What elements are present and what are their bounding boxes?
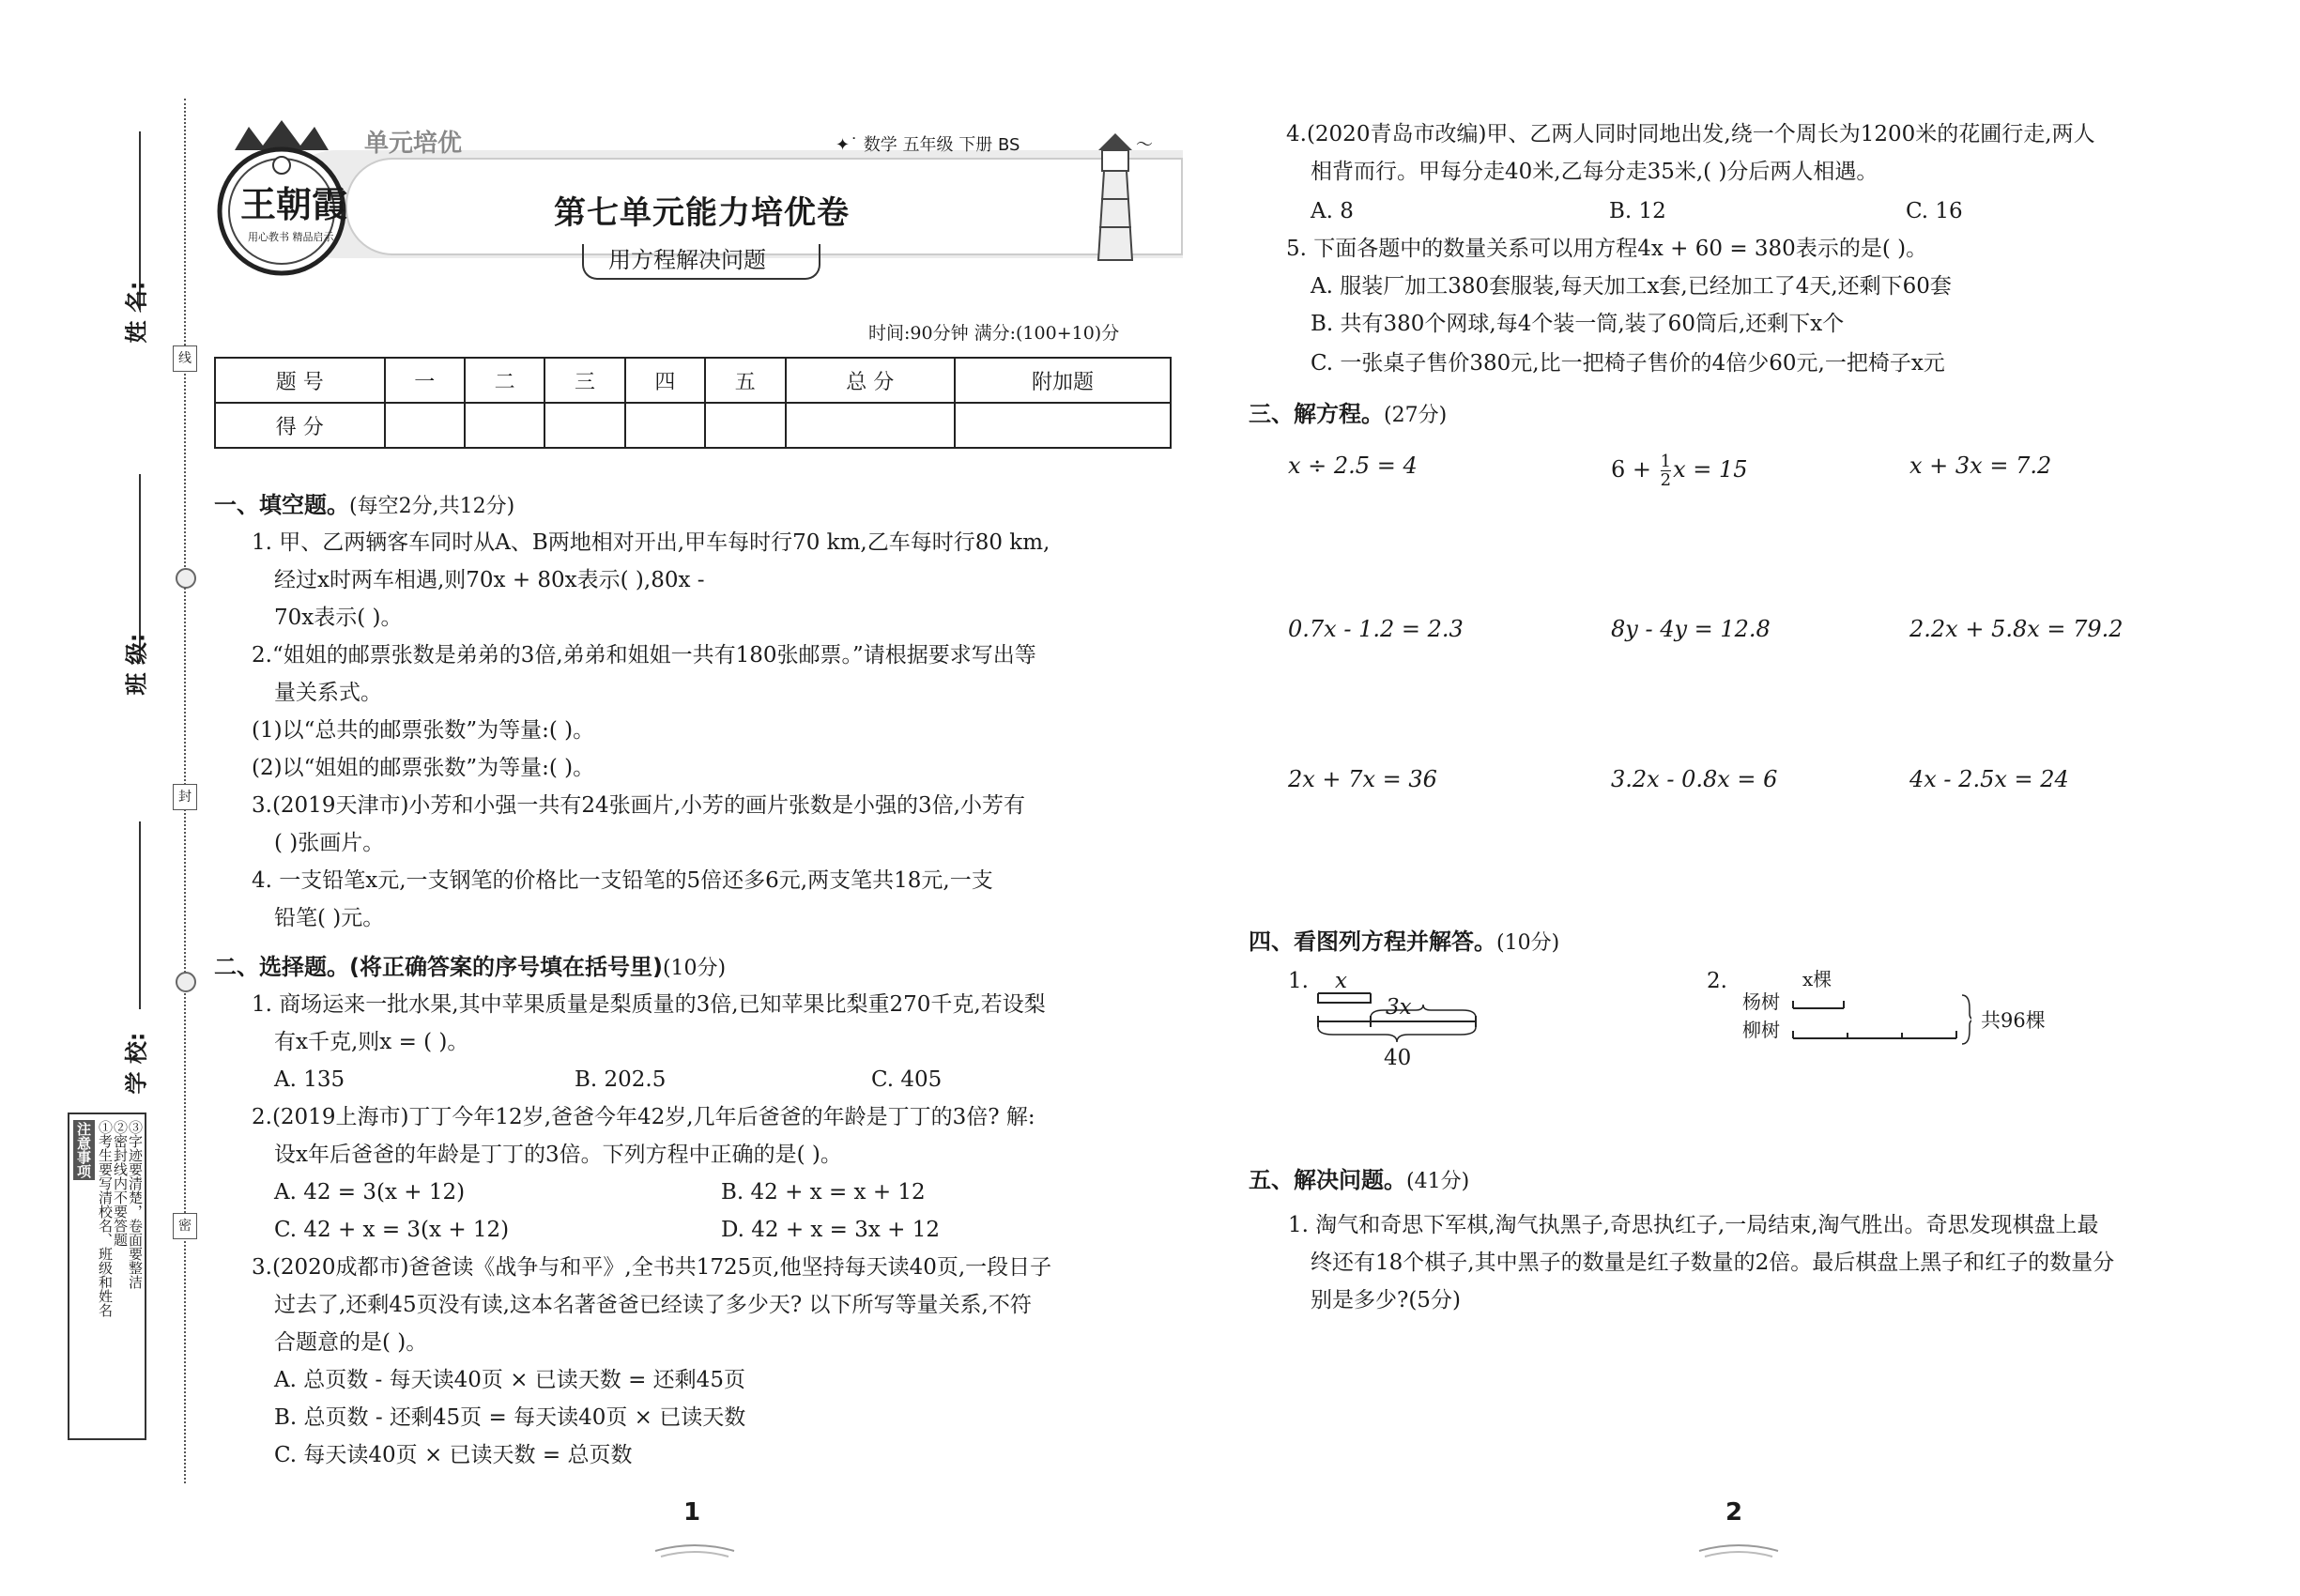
- q1-1-line2: 经过x时两车相遇,则70x + 80x表示( ),80x -: [274, 568, 705, 592]
- q2-4-option-b: B. 12: [1609, 199, 1666, 223]
- score-header-cell: 三: [544, 358, 624, 403]
- q5-1-line2: 终还有18个棋子,其中黑子的数量是红子数量的2倍。最后棋盘上黑子和红子的数量分: [1311, 1251, 2115, 1275]
- q1-2-line2: 量关系式。: [274, 681, 382, 705]
- notice-box: [68, 1113, 146, 1440]
- section1-heading: [214, 491, 514, 521]
- section5-title: 五、解决问题。: [1249, 1167, 1406, 1193]
- q2-4-line2: 相背而行。甲每分走40米,乙每分走35米,( )分后两人相遇。: [1311, 160, 1878, 184]
- score-cell[interactable]: [705, 403, 785, 448]
- section3-heading: [1249, 400, 1447, 430]
- grade-meta: [836, 131, 1020, 160]
- score-header-cell: 二: [465, 358, 544, 403]
- time-info: 时间:90分钟 满分:(100+10)分: [868, 323, 1120, 344]
- q1-3-line1: 3.(2019天津市)小芳和小强一共有24张画片,小芳的画片张数是小强的3倍,小芳有: [252, 793, 1025, 818]
- q2-3-line1: 3.(2020成都市)爸爸读《战争与和平》,全书共1725页,他坚持每天读40页,一段日子: [252, 1255, 1052, 1280]
- page-number-2: 2: [1725, 1498, 1743, 1527]
- equation-2-prefix: 6 +: [1611, 456, 1652, 483]
- q2-5-option-a: A. 服装厂加工380套服装,每天加工x套,已经加工了4天,还剩下60套: [1311, 274, 1952, 299]
- q1-2-sub2: (2)以“姐姐的邮票张数”为等量:( )。: [252, 756, 595, 780]
- q2-2-option-c: C. 42 + x = 3(x + 12): [274, 1218, 510, 1242]
- notice-title: 注意事项: [73, 1120, 95, 1180]
- score-cell[interactable]: [385, 403, 465, 448]
- score-header-cell: 五: [705, 358, 785, 403]
- section5-heading: [1249, 1166, 1469, 1196]
- q1-4-line2: 铅笔( )元。: [274, 906, 385, 930]
- score-header-cell: 一: [385, 358, 465, 403]
- page-number-1: 1: [683, 1498, 701, 1527]
- score-cell[interactable]: [544, 403, 624, 448]
- name-label: 姓 名:: [123, 281, 150, 344]
- section2-heading: [214, 953, 726, 983]
- section4-note: (10分): [1496, 931, 1560, 955]
- q2-3-line3: 合题意的是( )。: [274, 1330, 428, 1355]
- q2-2-option-a: A. 42 = 3(x + 12): [274, 1180, 466, 1205]
- section2-note: (10分): [662, 957, 727, 980]
- equation-6: 2.2x + 5.8x = 79.2: [1909, 616, 2124, 642]
- brand-name: 王朝霞: [240, 184, 348, 225]
- section1-title: 一、填空题。: [214, 492, 349, 518]
- page-title: 第七单元能力培优卷: [554, 194, 850, 232]
- equation-9: 4x - 2.5x = 24: [1909, 766, 2069, 792]
- q1-2-sub1: (1)以“总共的邮票张数”为等量:( )。: [252, 718, 595, 743]
- fraction-one-half: [1661, 453, 1671, 489]
- page-subtitle: 用方程解决问题: [608, 247, 766, 273]
- q2-2-line2: 设x年后爸爸的年龄是丁丁的3倍。下列方程中正确的是( )。: [274, 1143, 842, 1167]
- q5-1-line1: 1. 淘气和奇思下军棋,淘气执黑子,奇思执红子,一局结束,淘气胜出。奇思发现棋盘上最: [1288, 1213, 2099, 1237]
- q2-1-option-c: C. 405: [871, 1067, 943, 1092]
- score-header-cell: 附加题: [955, 358, 1171, 403]
- score-table-header-row: [215, 358, 1171, 403]
- score-cell[interactable]: [786, 403, 956, 448]
- score-cell[interactable]: [955, 403, 1171, 448]
- score-header-cell: 总 分: [786, 358, 956, 403]
- q2-1-line2: 有x千克,则x = ( )。: [274, 1030, 469, 1054]
- q2-2-option-b: B. 42 + x = x + 12: [721, 1180, 926, 1205]
- fig2-total-label: 共96棵: [1981, 1009, 2046, 1032]
- q2-2-option-d: D. 42 + x = 3x + 12: [721, 1218, 941, 1242]
- section4-title: 四、看图列方程并解答。: [1249, 928, 1496, 955]
- section-tag: 单元培优: [364, 130, 463, 158]
- q2-1-option-a: A. 135: [274, 1067, 345, 1092]
- equation-3: x + 3x = 7.2: [1909, 453, 2052, 479]
- seal-feng: 封: [173, 784, 197, 810]
- grade-meta-text: 数学 五年级 下册 BS: [863, 135, 1020, 155]
- fig2-x-label: x棵: [1802, 968, 1832, 990]
- q1-1-line1: 1. 甲、乙两辆客车同时从A、B两地相对开出,甲车每时行70 km,乙车每时行80 km,: [252, 530, 1050, 555]
- equation-2-rest: x = 15: [1673, 456, 1748, 483]
- fig1-3x-label: 3x: [1386, 995, 1412, 1020]
- q2-5-option-b: B. 共有380个网球,每4个装一筒,装了60筒后,还剩下x个: [1311, 312, 1845, 336]
- q2-5-line1: 5. 下面各题中的数量关系可以用方程4x + 60 = 380表示的是( )。: [1286, 237, 1928, 261]
- q2-3-option-c: C. 每天读40页 × 已读天数 = 总页数: [274, 1443, 633, 1467]
- fig2-row1-label: 杨树: [1742, 990, 1780, 1013]
- binding-hole-2: [176, 972, 196, 992]
- q2-2-line1: 2.(2019上海市)丁丁今年12岁,爸爸今年42岁,几年后爸爸的年龄是丁丁的3倍? 解:: [252, 1105, 1035, 1129]
- section5-note: (41分): [1406, 1170, 1470, 1193]
- score-cell[interactable]: [465, 403, 544, 448]
- school-label: 学 校:: [123, 1032, 150, 1095]
- fig1-total-label: 40: [1384, 1046, 1412, 1070]
- notice-item-3: ③字迹要清楚，卷面要整洁: [127, 1120, 144, 1289]
- q5-1-line3: 别是多少?(5分): [1311, 1288, 1461, 1312]
- section3-note: (27分): [1384, 404, 1448, 427]
- score-table: [214, 357, 1172, 449]
- section4-heading: [1249, 928, 1559, 958]
- equation-7: 2x + 7x = 36: [1288, 766, 1437, 792]
- fraction-numerator: 1: [1660, 452, 1672, 471]
- equation-1: x ÷ 2.5 = 4: [1288, 453, 1418, 479]
- binding-hole-1: [176, 568, 196, 589]
- school-underline: [139, 821, 141, 1009]
- equation-5: 8y - 4y = 12.8: [1611, 616, 1771, 642]
- section1-note: (每空2分,共12分): [349, 495, 515, 518]
- fig1-number: 1.: [1288, 969, 1309, 993]
- q2-1-option-b: B. 202.5: [575, 1067, 667, 1092]
- q2-3-line2: 过去了,还剩45页没有读,这本名著爸爸已经读了多少天? 以下所写等量关系,不符: [274, 1293, 1032, 1317]
- score-row-label: 得 分: [215, 403, 385, 448]
- logo-emblem-icon: [273, 157, 290, 174]
- fraction-denominator: 2: [1660, 470, 1672, 490]
- sparkle-icon: ✦˙: [836, 135, 864, 155]
- section2-title: 二、选择题。(将正确答案的序号填在括号里): [214, 954, 663, 980]
- q2-4-line1: 4.(2020青岛市改编)甲、乙两人同时同地出发,绕一个周长为1200米的花圃行走,两人: [1286, 122, 2095, 146]
- score-cell[interactable]: [625, 403, 705, 448]
- score-table-score-row: [215, 403, 1171, 448]
- brand-slogan: 用心教书 精品启示: [248, 231, 334, 243]
- fig1-total-brace: [1318, 1027, 1476, 1042]
- q2-1-line1: 1. 商场运来一批水果,其中苹果质量是梨质量的3倍,已知苹果比梨重270千克,若设梨: [252, 992, 1046, 1017]
- notice-item-2: ②密封线内不要答题: [112, 1120, 129, 1247]
- notice-item-1: ①考生要写清校名、班级和姓名: [97, 1120, 114, 1317]
- equation-8: 3.2x - 0.8x = 6: [1611, 766, 1778, 792]
- equation-2: [1611, 453, 1748, 489]
- fig2-bar-diagram: [1784, 986, 1971, 1051]
- seal-xian: 线: [173, 345, 197, 372]
- section3-title: 三、解方程。: [1249, 401, 1384, 427]
- score-header-cell: 题 号: [215, 358, 385, 403]
- q2-4-option-a: A. 8: [1311, 199, 1354, 223]
- q2-4-option-c: C. 16: [1906, 199, 1963, 223]
- q1-4-line1: 4. 一支铅笔x元,一支钢笔的价格比一支铅笔的5倍还多6元,两支笔共18元,一支: [252, 868, 993, 893]
- q2-3-option-a: A. 总页数 - 每天读40页 × 已读天数 = 还剩45页: [274, 1368, 745, 1392]
- q2-3-option-b: B. 总页数 - 还剩45页 = 每天读40页 × 已读天数: [274, 1405, 746, 1430]
- score-header-cell: 四: [625, 358, 705, 403]
- fig2-number: 2.: [1707, 969, 1727, 993]
- seal-mi: 密: [173, 1213, 197, 1239]
- q1-3-line2: ( )张画片。: [274, 831, 385, 855]
- fig1-x-label: x: [1335, 969, 1347, 993]
- class-label: 班 级:: [123, 633, 150, 696]
- fig2-row2-label: 柳树: [1742, 1019, 1780, 1041]
- seagull-icon: 〜: [1136, 135, 1153, 155]
- q1-1-line3: 70x表示( )。: [274, 606, 403, 630]
- q2-5-option-c: C. 一张桌子售价380元,比一把椅子售价的4倍少60元,一把椅子x元: [1311, 351, 1945, 376]
- equation-4: 0.7x - 1.2 = 2.3: [1288, 616, 1464, 642]
- q1-2-line1: 2.“姐姐的邮票张数是弟弟的3倍,弟弟和姐姐一共有180张邮票。”请根据要求写出等: [252, 643, 1036, 668]
